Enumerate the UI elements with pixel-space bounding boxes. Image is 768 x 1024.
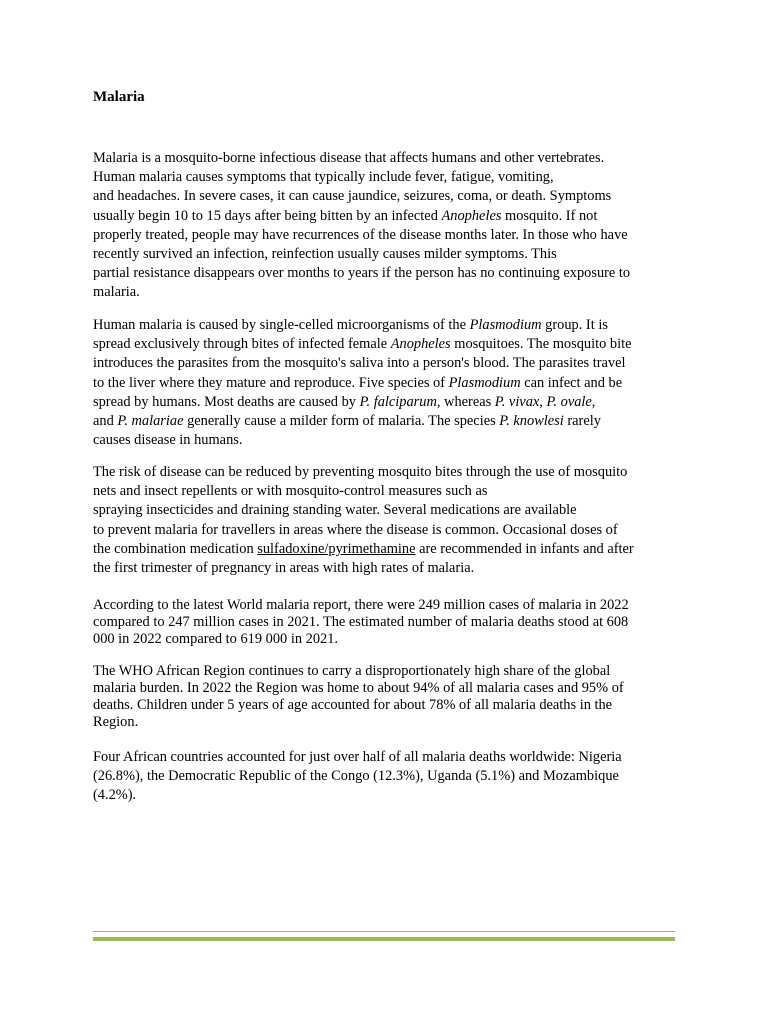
text-line: (26.8%), the Democratic Republic of the Congo (12.3%), Uganda (5.1%) and Mozambique	[93, 768, 619, 785]
sulfadoxine-pyrimethamine-link[interactable]: sulfadoxine/pyrimethamine	[257, 540, 416, 557]
document-title: Malaria	[93, 89, 145, 105]
text-line: and P. malariae generally cause a milder form of malaria. The species P. knowlesi rarely	[93, 413, 601, 430]
text-line: and headaches. In severe cases, it can cause jaundice, seizures, coma, or death. Symptoms	[93, 188, 612, 205]
text-line: The risk of disease can be reduced by preventing mosquito bites through the use of mosquito	[93, 464, 628, 480]
text-line: the combination medication sulfadoxine/pyrimethamine are recommended in infants and after	[93, 540, 634, 557]
paragraph-african-region	[93, 663, 693, 731]
paragraph-countries	[93, 748, 693, 806]
text-line: Human malaria is caused by single-celled microorganisms of the Plasmodium group. It is	[93, 317, 608, 333]
paragraph-statistics	[93, 597, 693, 648]
text-line: According to the latest World malaria report, there were 249 million cases of malaria in 2022	[93, 597, 629, 613]
text-line: Four African countries accounted for just over half of all malaria deaths worldwide: Nigeria	[93, 749, 622, 765]
text-line: usually begin 10 to 15 days after being bitten by an infected Anopheles mosquito. If not	[93, 207, 598, 224]
text-line: to the liver where they mature and reproduce. Five species of Plasmodium can infect and be	[93, 374, 623, 391]
text-line: spraying insecticides and draining standing water. Several medications are available	[93, 502, 577, 519]
footer-accent-rule	[93, 937, 675, 941]
footer-divider	[93, 931, 675, 932]
text-line: partial resistance disappears over months to years if the person has no continuing exposure to	[93, 265, 631, 282]
text-line: The WHO African Region continues to carry a disproportionately high share of the global	[93, 663, 611, 679]
text-line: nets and insect repellents or with mosquito-control measures such as	[93, 483, 488, 500]
paragraph-prevention	[93, 463, 693, 578]
text-line: Region.	[93, 714, 139, 730]
text-line: introduces the parasites from the mosquito's saliva into a person's blood. The parasites travel	[93, 355, 626, 372]
paragraph-cause	[93, 316, 693, 450]
text-line: to prevent malaria for travellers in areas where the disease is common. Occasional doses of	[93, 521, 618, 538]
text-line: properly treated, people may have recurrences of the disease months later. In those who have	[93, 226, 628, 243]
text-line: (4.2%).	[93, 787, 137, 804]
text-line: causes disease in humans.	[93, 432, 243, 449]
text-line: deaths. Children under 5 years of age accounted for about 78% of all malaria deaths in the	[93, 697, 613, 713]
text-line: Malaria is a mosquito-borne infectious disease that affects humans and other vertebrates.	[93, 150, 605, 166]
text-line: malaria burden. In 2022 the Region was home to about 94% of all malaria cases and 95% of	[93, 680, 624, 696]
paragraph-definition	[93, 149, 693, 303]
text-line: spread by humans. Most deaths are caused by P. falciparum, whereas P. vivax, P. ovale,	[93, 393, 596, 410]
text-line: the first trimester of pregnancy in areas with high rates of malaria.	[93, 560, 475, 577]
text-line: recently survived an infection, reinfection usually causes milder symptoms. This	[93, 246, 557, 263]
text-line: spread exclusively through bites of infected female Anopheles mosquitoes. The mosquito bite	[93, 336, 632, 353]
text-line: Human malaria causes symptoms that typically include fever, fatigue, vomiting,	[93, 169, 554, 186]
text-line: compared to 247 million cases in 2021. The estimated number of malaria deaths stood at 608	[93, 614, 629, 630]
text-line: malaria.	[93, 284, 140, 301]
text-line: 000 in 2022 compared to 619 000 in 2021.	[93, 631, 339, 647]
